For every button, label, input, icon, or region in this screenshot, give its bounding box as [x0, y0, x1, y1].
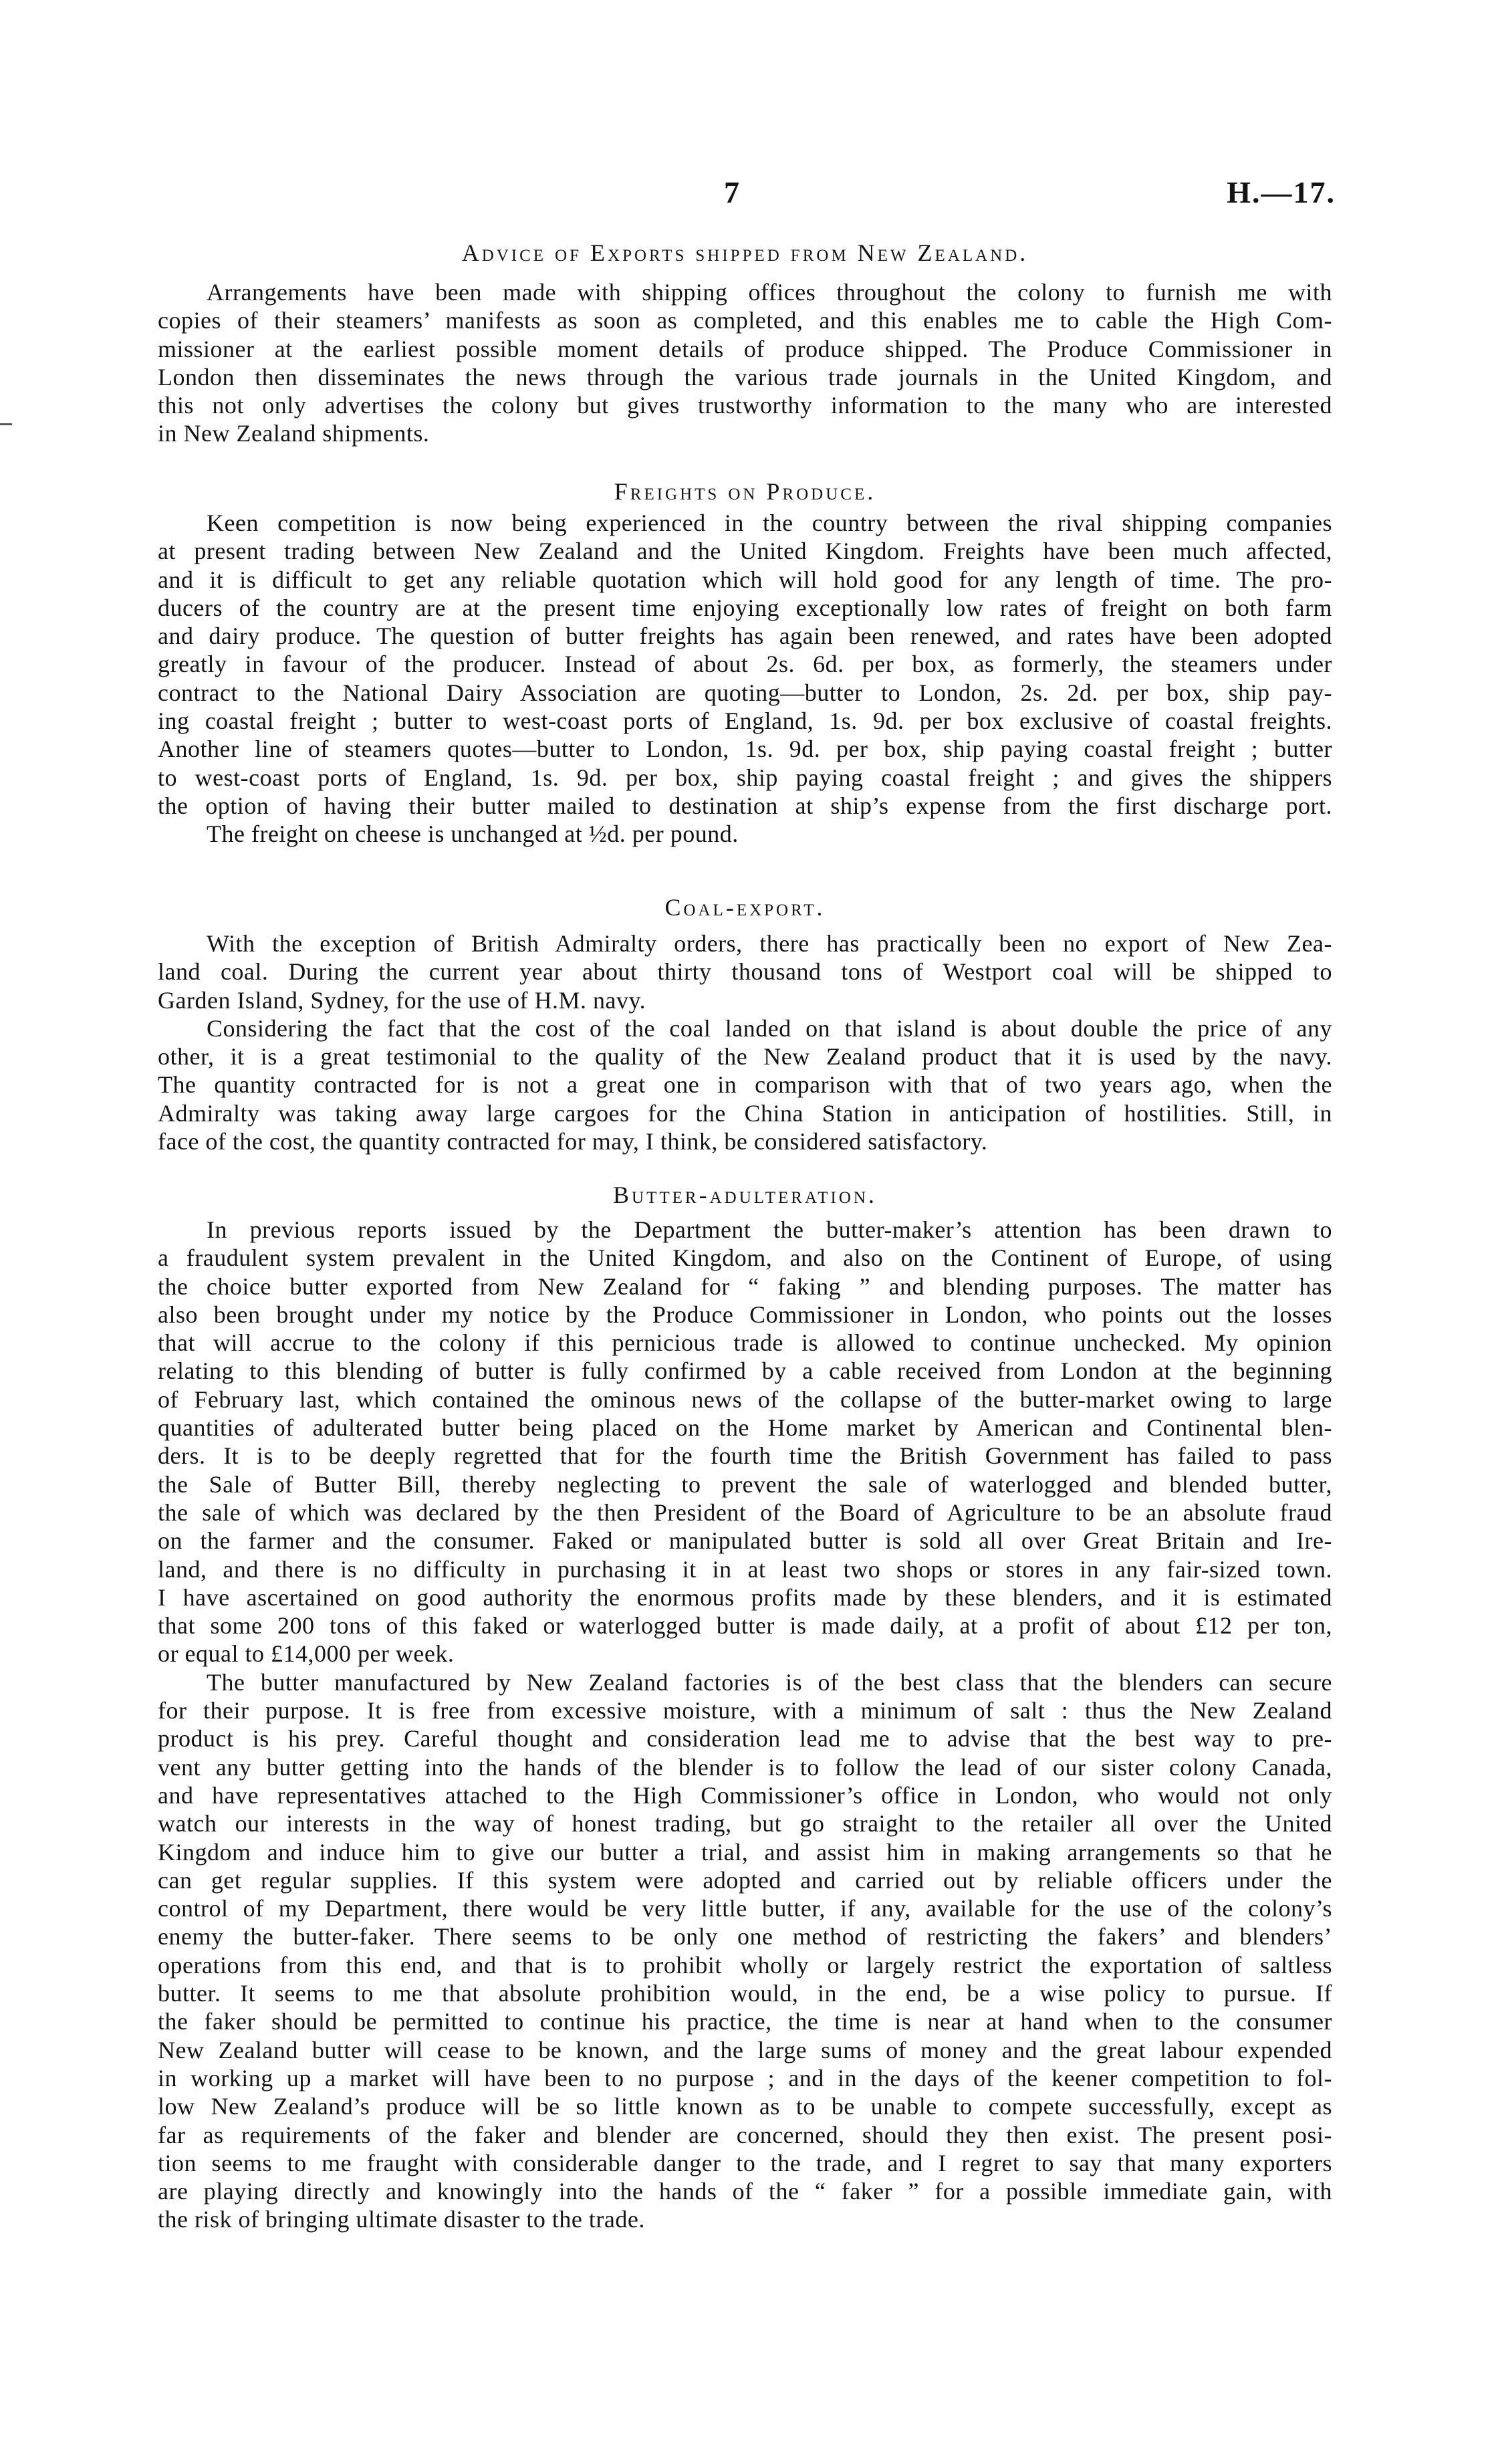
section-heading: Butter-adulteration. [613, 1182, 877, 1208]
text-line: far as requirements of the faker and blender are concerned, should they then exist. The present posi- [158, 2121, 1332, 2148]
text-line: contract to the National Dairy Association are quoting—butter to London, 2s. 2d. per box, ship pay- [158, 679, 1332, 706]
paragraph [158, 509, 1332, 820]
text-line: missioner at the earliest possible moment details of produce shipped. The Produce Commissioner in [158, 335, 1332, 362]
text-line: that some 200 tons of this faked or waterlogged butter is made daily, at a profit of about £12 per ton, [158, 1612, 1332, 1640]
paragraph [158, 1216, 1332, 1668]
text-line: in working up a market will have been to no purpose ; and in the days of the keener competition to fol- [158, 2064, 1332, 2092]
text-line: ing coastal freight ; butter to west-coast ports of England, 1s. 9d. per box exclusive of coastal freights. [158, 707, 1332, 735]
text-line: butter. It seems to me that absolute prohibition would, in the end, be a wise policy to pursue. If [158, 1980, 1332, 2007]
paragraph [158, 278, 1332, 448]
text-line: this not only advertises the colony but gives trustworthy information to the many who are interested [158, 392, 1332, 419]
text-line: In previous reports issued by the Department the butter-maker’s attention has been drawn to [207, 1216, 1332, 1243]
text-line: I have ascertained on good authority the enormous profits made by these blenders, and it is estimated [158, 1583, 1332, 1611]
text-line: are playing directly and knowingly into the hands of the “ faker ” for a possible immediate gain, with [158, 2178, 1332, 2205]
text-line: Keen competition is now being experienced in the country between the rival shipping companies [207, 510, 1332, 536]
paragraph [158, 929, 1332, 1014]
text-line: land coal. During the current year about thirty thousand tons of Westport coal will be shipped to [158, 958, 1332, 986]
text-line: The butter manufactured by New Zealand factories is of the best class that the blenders can secure [207, 1668, 1332, 1696]
text-line: and have representatives attached to the High Commissioner’s office in London, who would not only [158, 1781, 1332, 1809]
text-line: copies of their steamers’ manifests as soon as completed, and this enables me to cable the High Com- [158, 307, 1332, 334]
text-line: vent any butter getting into the hands of the blender is to follow the lead of our sister colony Canada, [158, 1753, 1332, 1781]
section-advice-of-exports [158, 239, 1332, 448]
text-line: of February last, which contained the ominous news of the collapse of the butter-market owing to large [158, 1385, 1332, 1413]
document-reference: H.—17. [1227, 175, 1336, 209]
text-line: and it is difficult to get any reliable quotation which will hold good for any length of time. The pro- [158, 566, 1332, 593]
text-line: watch our interests in the way of honest trading, but go straight to the retailer all over the United [158, 1810, 1332, 1837]
text-line: operations from this end, and that is to prohibit wholly or largely restrict the exportation of saltless [158, 1951, 1332, 1979]
text-line: London then disseminates the news through the various trade journals in the United Kingdom, and [158, 363, 1332, 390]
text-line: With the exception of British Admiralty orders, there has practically been no export of New Zea- [207, 930, 1332, 957]
text-line: the choice butter exported from New Zealand for “ faking ” and blending purposes. The matter has [158, 1272, 1332, 1300]
text-line: that will accrue to the colony if this pernicious trade is allowed to continue unchecked. My opinion [158, 1329, 1332, 1357]
text-line: low New Zealand’s produce will be so little known as to be unable to compete successfully, except as [158, 2093, 1332, 2120]
text-line: for their purpose. It is free from excessive moisture, with a minimum of salt : thus the New Zealand [158, 1697, 1332, 1724]
text-line: on the farmer and the consumer. Faked or manipulated butter is sold all over Great Britain and Ire- [158, 1527, 1332, 1555]
section-heading: Freights on Produce. [614, 478, 876, 505]
text-line: relating to this blending of butter is fully confirmed by a cable received from London at the beginning [158, 1357, 1332, 1385]
text-line: tion seems to me fraught with considerable danger to the trade, and I regret to say that many exporters [158, 2149, 1332, 2176]
section-butter-adulteration [158, 1181, 1332, 2234]
text-line: the sale of which was declared by the then President of the Board of Agriculture to be an absolute fraud [158, 1498, 1332, 1526]
text-line: the option of having their butter mailed to destination at ship’s expense from the first discharge port. [158, 792, 1332, 819]
text-line: can get regular supplies. If this system were adopted and carried out by reliable officers under the [158, 1866, 1332, 1894]
text-line: also been brought under my notice by the Produce Commissioner in London, who points out the losses [158, 1301, 1332, 1328]
text-line: quantities of adulterated butter being placed on the Home market by American and Continental blen- [158, 1414, 1332, 1442]
section-heading: Coal-export. [664, 894, 826, 921]
text-line: in New Zealand shipments. [158, 420, 430, 447]
text-line: The freight on cheese is unchanged at ½d. per pound. [207, 820, 739, 848]
margin-mark [0, 423, 12, 425]
page-number: 7 [724, 175, 739, 209]
text-line: the Sale of Butter Bill, thereby neglecting to prevent the sale of waterlogged and blended butter, [158, 1470, 1332, 1498]
text-line: a fraudulent system prevalent in the United Kingdom, and also on the Continent of Europe, of using [158, 1244, 1332, 1272]
text-line: control of my Department, there would be very little butter, if any, available for the use of the colony’s [158, 1895, 1332, 1922]
text-line: at present trading between New Zealand and the United Kingdom. Freights have been much affected, [158, 538, 1332, 565]
text-line: The quantity contracted for is not a great one in comparison with that of two years ago, when the [158, 1071, 1332, 1099]
paragraph [158, 820, 1332, 848]
text-line: the risk of bringing ultimate disaster to the trade. [158, 2206, 645, 2233]
text-line: Kingdom and induce him to give our butter a trial, and assist him in making arrangements so that he [158, 1838, 1332, 1866]
text-line: Admiralty was taking away large cargoes for the China Station in anticipation of hostilities. Still, in [158, 1099, 1332, 1127]
text-line: other, it is a great testimonial to the quality of the New Zealand product that it is used by the navy. [158, 1043, 1332, 1071]
paragraph [158, 1668, 1332, 2234]
section-coal-export [158, 893, 1332, 1155]
text-line: Arrangements have been made with shipping offices throughout the colony to furnish me with [207, 279, 1332, 306]
text-line: or equal to £14,000 per week. [158, 1640, 455, 1668]
text-line: Garden Island, Sydney, for the use of H.M. navy. [158, 986, 646, 1014]
section-heading: Advice of Exports shipped from New Zealand. [461, 239, 1029, 266]
text-line: face of the cost, the quantity contracted for may, I think, be considered satisfactory. [158, 1128, 988, 1155]
text-line: Considering the fact that the cost of the coal landed on that island is about double the price of any [207, 1014, 1332, 1042]
text-line: ducers of the country are at the present time enjoying exceptionally low rates of freight on both farm [158, 594, 1332, 621]
text-line: ders. It is to be deeply regretted that for the fourth time the British Government has failed to pass [158, 1442, 1332, 1470]
text-line: enemy the butter-faker. There seems to be only one method of restricting the fakers’ and blenders’ [158, 1923, 1332, 1950]
section-freights-on-produce [158, 477, 1332, 849]
text-line: land, and there is no difficulty in purchasing it in at least two shops or stores in any fair-sized town. [158, 1555, 1332, 1583]
paragraph [158, 1014, 1332, 1155]
text-line: the faker should be permitted to continue his practice, the time is near at hand when to the consumer [158, 2008, 1332, 2035]
text-line: New Zealand butter will cease to be known, and the large sums of money and the great labour expended [158, 2036, 1332, 2063]
text-line: and dairy produce. The question of butter freights has again been renewed, and rates have been adopted [158, 623, 1332, 650]
text-line: to west-coast ports of England, 1s. 9d. per box, ship paying coastal freight ; and gives the shippers [158, 764, 1332, 791]
text-line: greatly in favour of the producer. Instead of about 2s. 6d. per box, as formerly, the steamers under [158, 651, 1332, 678]
text-line: product is his prey. Careful thought and consideration lead me to advise that the best way to pre- [158, 1725, 1332, 1753]
text-line: Another line of steamers quotes—butter to London, 1s. 9d. per box, ship paying coastal freight ; butter [158, 736, 1332, 763]
